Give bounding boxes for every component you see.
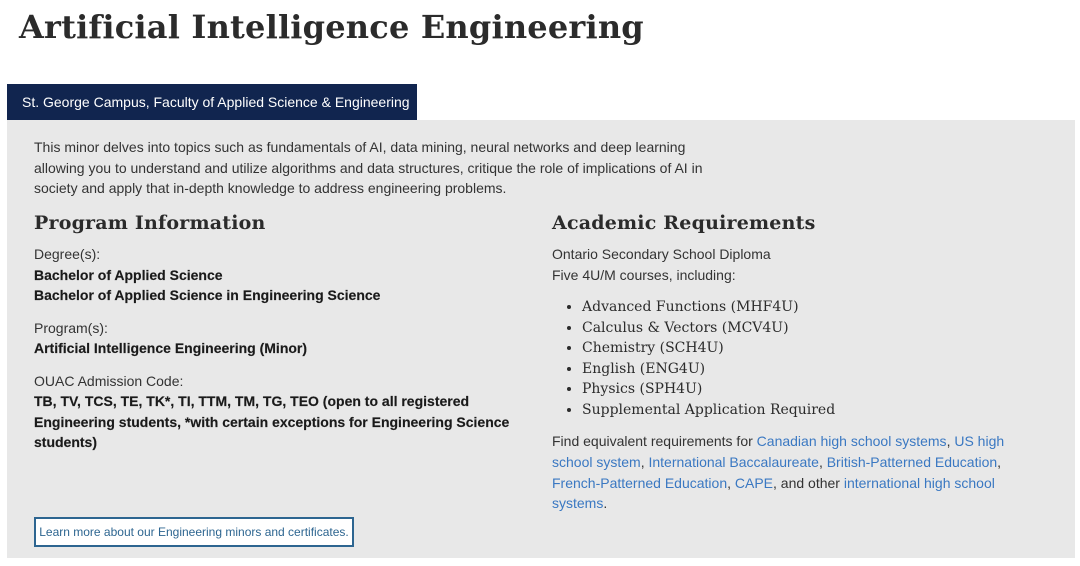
equivalent-requirements-text (552, 431, 1047, 514)
international-baccalaureate-link[interactable]: International Baccalaureate (648, 453, 819, 470)
learn-more-button[interactable]: Learn more about our Engineering minors and certificates. (34, 517, 354, 547)
academic-requirements-section (552, 212, 1052, 514)
course-list (552, 297, 1052, 420)
ouac-group (34, 371, 534, 453)
separator: , (640, 453, 649, 470)
program-item: Artificial Intelligence Engineering (Minor) (34, 340, 308, 356)
ouac-codes: TB, TV, TCS, TE, TK*, TI, TTM, TM, TG, TEO (open to all registered Engineering students, *with certain exceptions for Engineering Science students) (34, 393, 510, 450)
separator: , (727, 474, 735, 491)
diploma-group (552, 244, 1052, 285)
separator: , (997, 453, 1002, 470)
page-title: Artificial Intelligence Engineering (19, 8, 644, 46)
course-item: • Physics (SPH4U) (582, 379, 1052, 400)
separator: , and other (773, 474, 844, 491)
equiv-suffix: . (603, 495, 608, 512)
canadian-high-school-link[interactable]: Canadian high school systems (756, 433, 947, 449)
degrees-group (34, 244, 534, 306)
program-information-heading: Program Information (34, 212, 266, 234)
cape-link[interactable]: CAPE (734, 474, 774, 491)
academic-requirements-heading: Academic Requirements (552, 212, 816, 234)
diploma-text: Ontario Secondary School Diploma (552, 246, 771, 262)
degree-item: Bachelor of Applied Science (34, 266, 223, 283)
course-item: • Supplemental Application Required (582, 400, 1052, 421)
program-panel (7, 120, 1075, 558)
intro-text: This minor delves into topics such as fundamentals of AI, data mining, neural networks and deep learning allowing you to understand and utilize algorithms and data structures, critique the role of implications of AI in society and apply that in-depth knowledge to address engineering problems. (34, 139, 703, 196)
course-item: • English (ENG4U) (582, 359, 1052, 380)
course-item: • Advanced Functions (MHF4U) (582, 297, 1052, 318)
separator: , (946, 433, 955, 449)
degree-item: Bachelor of Applied Science in Engineering Science (34, 287, 381, 303)
equiv-prefix: Find equivalent requirements for (552, 433, 757, 449)
separator: , (818, 453, 827, 470)
programs-label: Program(s): (34, 319, 108, 336)
courses-intro: Five 4U/M courses, including: (552, 266, 736, 283)
international-high-school-link[interactable]: international high school systems (552, 474, 995, 512)
french-patterned-link[interactable]: French-Patterned Education (552, 474, 728, 491)
degrees-label: Degree(s): (34, 246, 101, 262)
program-information-section (34, 212, 534, 453)
programs-group (34, 318, 534, 359)
course-item: • Chemistry (SCH4U) (582, 338, 1052, 359)
us-high-school-link[interactable]: US high school system (552, 433, 1005, 470)
campus-tab[interactable]: St. George Campus, Faculty of Applied Science & Engineering (7, 84, 417, 120)
british-patterned-link[interactable]: British-Patterned Education (826, 453, 998, 470)
course-item: • Calculus & Vectors (MCV4U) (582, 318, 1052, 339)
ouac-label: OUAC Admission Code: (34, 372, 184, 389)
